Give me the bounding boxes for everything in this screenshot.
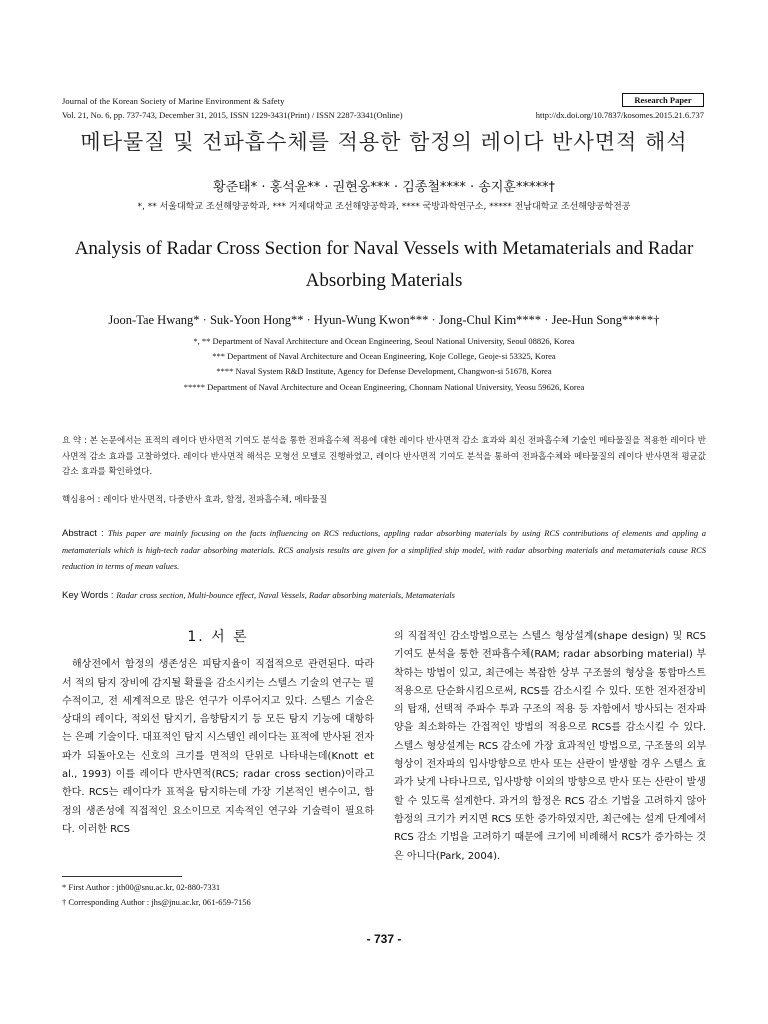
korean-title: 메타물질 및 전파흡수체를 적용한 함정의 레이다 반사면적 해석 bbox=[80, 130, 688, 154]
intro-paragraph-right: 의 직접적인 감소방법으로는 스텔스 형상설계(shape design) 및 RCS 기여도 분석을 통한 전파흡수체(RAM; radar absorbing material) 부착하는 방법이 있고, 최근에는 복잡한 상부 구조물의 형상을 통합마스트 적용으로 단순화시킴으로써, RCS를 감소시킬 수 있다. 또한 전자전장비의 탑재, 선택적 주파수 투과 구조의 적용 등 자함에서 방사되는 전자파 양을 최소화하는 간접적인 방법의 적용으로 RCS를 감소시킬 수 있다. 스텔스 형상설계는 RCS 감소에 가장 효과적인 방법으로, 구조물의 외부형상이 전자파의 입사방향으로 반사 또는 산란이 발생할 경우 스텔스 효과가 낮게 나타나므로, 입사방향 이외의 방향으로 반사 또는 산란이 발생할 수 있도록 설계한다. 과거의 함정은 RCS 감소 기법을 고려하지 않아 함정의 크기가 커지면 RCS 또한 증가하였지만, 최근에는 설계 단계에서 RCS 감소 기법을 고려하기 때문에 크기에 비례해서 RCS가 증가하는 것은 아니다(Park, 2004). bbox=[394, 631, 706, 862]
research-paper-badge: Research Paper bbox=[622, 93, 704, 107]
first-author-footnote: * First Author : jth00@snu.ac.kr, 02-880-7331 bbox=[62, 882, 221, 892]
intro-paragraph-left: 해상전에서 함정의 생존성은 피탐지율이 직접적으로 관련된다. 따라서 적의 탐지 장비에 감지될 확률을 감소시키는 스텔스 기술의 연구는 필수적이고, 전 세계적으로 많은 연구가 이루어지고 있다. 스텔스 기술은 상대의 레이다, 적외선 탐지기, 음향탐지기 등 모든 탐지 기능에 대항하는 은폐 기술이다. 대표적인 탐지 시스템인 레이다는 표적에 반사된 전자파가 되돌아오는 신호의 크기를 면적의 단위로 나타내는데(Knott et al., 1993) 이를 레이다 반사면적(RCS; radar cross section)이라고 한다. RCS는 레이다가 표적을 탐지하는데 가장 기본적인 변수이고, 함정의 생존성에 직접적인 요소이므로 지속적인 연구와 기술력이 필요하다. 이러한 RCS bbox=[62, 659, 374, 835]
footnote-divider bbox=[62, 876, 182, 877]
journal-name: Journal of the Korean Society of Marine Environment & Safety bbox=[62, 96, 285, 106]
english-abstract bbox=[62, 525, 706, 574]
english-affiliation-4: ***** Department of Naval Architecture and Ocean Engineering, Chonnam National University, Yeosu 59626, Korea bbox=[183, 382, 585, 392]
korean-affiliations: *, ** 서울대학교 조선해양공학과, *** 거제대학교 조선해양공학과, **** 국방과학연구소, ***** 전남대학교 조선해양공학전공 bbox=[137, 202, 631, 212]
abstract-text: This paper are mainly focusing on the facts influencing on RCS reductions, appling radar absorbing materials by using RCS contributions of elements and appling a metamaterials which is high-tech radar absorbing materials. RCS analysis results are given for a simplified ship model, with radar absorbing materials and metamaterials cause RCS reduction in terms of mean values. bbox=[62, 528, 706, 571]
english-title: Analysis of Radar Cross Section for Naval Vessels with Metamaterials and Radar Absorbing Materials bbox=[74, 238, 694, 291]
english-affiliation-3: **** Naval System R&D Institute, Agency for Defense Development, Changwon-si 51678, Korea bbox=[216, 366, 552, 376]
korean-keywords: 핵심용어 : 레이다 반사면적, 다중반사 효과, 함정, 전파흡수체, 메타물질 bbox=[62, 495, 328, 505]
keywords-text: Radar cross section, Multi-bounce effect, Naval Vessels, Radar absorbing materials, Metamaterials bbox=[116, 590, 455, 600]
doi-link[interactable]: http://dx.doi.org/10.7837/kosomes.2015.21.6.737 bbox=[535, 110, 704, 120]
right-column bbox=[394, 628, 706, 866]
korean-authors: 황준태* · 홍석윤** · 권현웅*** · 김종철**** · 송지훈*****† bbox=[213, 180, 555, 195]
section-title: 1. 서 론 bbox=[187, 629, 249, 645]
page-number: - 737 - bbox=[366, 932, 402, 946]
english-affiliation-1: *, ** Department of Naval Architecture and Ocean Engineering, Seoul National University, Seoul 08826, Korea bbox=[193, 336, 575, 346]
korean-abstract: 요 약 : 본 논문에서는 표적의 레이다 반사면적 기여도 분석을 통한 전파흡수체 적용에 대한 레이다 반사면적 감소 효과와 최신 전파흡수체 기술인 메타물질을 적용한 레이다 반사면적 감소 효과를 고찰하였다. 레이다 반사면적 해석은 모형선 모델로 진행하였고, 레이다 반사면적 기여도 분석을 통하여 전파흡수체와 메타물질의 레이다 반사면적 평균값 감소 효과를 확인하였다. bbox=[62, 436, 706, 477]
volume-info: Vol. 21, No. 6, pp. 737-743, December 31, 2015, ISSN 1229-3431(Print) / ISSN 2287-3341(Online) bbox=[62, 110, 403, 120]
keywords-label: Key Words : bbox=[62, 590, 117, 601]
english-authors: Joon-Tae Hwang* · Suk-Yoon Hong** · Hyun-Wung Kwon*** · Jong-Chul Kim**** · Jee-Hun Song*****† bbox=[108, 313, 660, 327]
abstract-label: Abstract : bbox=[62, 528, 108, 539]
left-column bbox=[62, 628, 374, 839]
english-keywords bbox=[62, 590, 706, 601]
english-affiliation-2: *** Department of Naval Architecture and Ocean Engineering, Koje College, Geoje-si 53325, Korea bbox=[212, 351, 556, 361]
corresponding-author-footnote: † Corresponding Author : jhs@jnu.ac.kr, 061-659-7156 bbox=[62, 897, 251, 907]
